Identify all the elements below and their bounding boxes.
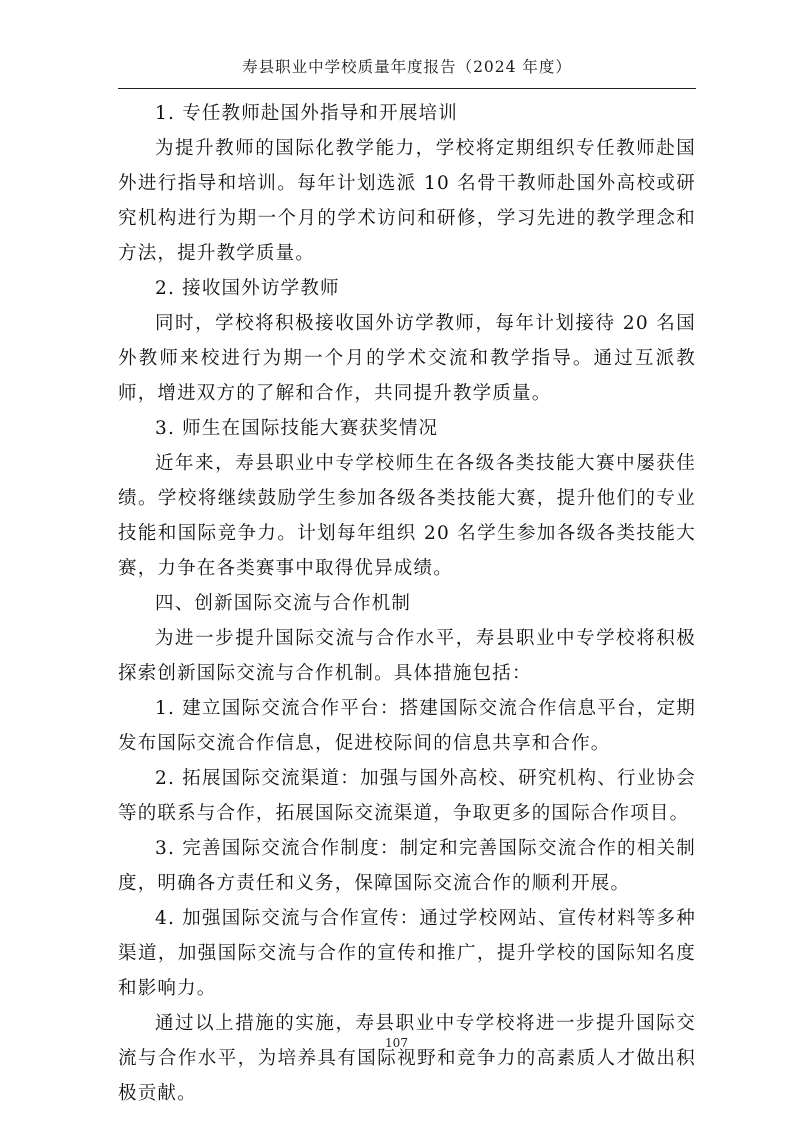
- section-heading-innovation: 四、创新国际交流与合作机制: [155, 593, 412, 614]
- paragraph-innovation-intro: 为进一步提升国际交流与合作水平，寿县职业中专学校将积极探索创新国际交流与合作机制。具体措施包括：: [118, 628, 696, 684]
- subheading-skills-competition: 3. 师生在国际技能大赛获奖情况: [155, 418, 439, 439]
- list-item-system: 3. 完善国际交流合作制度：制定和完善国际交流合作的相关制度，明确各方责任和义务，保障国际交流合作的顺利开展。: [118, 838, 696, 894]
- subheading-teachers-abroad: 1. 专任教师赴国外指导和开展培训: [155, 103, 458, 124]
- paragraph-visiting-teachers: 同时，学校将积极接收国外访学教师，每年计划接待 20 名国外教师来校进行为期一个月的学术交流和教学指导。通过互派教师，增进双方的了解和合作，共同提升教学质量。: [118, 313, 696, 404]
- document-body: [118, 96, 696, 1111]
- paragraph-skills-competition: 近年来，寿县职业中专学校师生在各级各类技能大赛中屡获佳绩。学校将继续鼓励学生参加各级各类技能大赛，提升他们的专业技能和国际竞争力。计划每年组织 20 名学生参加各级各类技能大赛，力争在各类赛事中取得优异成绩。: [118, 453, 696, 579]
- page-header: 寿县职业中学校质量年度报告（2024 年度）: [242, 58, 572, 76]
- paragraph-teachers-abroad: 为提升教师的国际化教学能力，学校将定期组织专任教师赴国外进行指导和培训。每年计划选派 10 名骨干教师赴国外高校或研究机构进行为期一个月的学术访问和研修，学习先进的教学理念和方法，提升教学质量。: [118, 138, 696, 264]
- subheading-visiting-teachers: 2. 接收国外访学教师: [155, 278, 340, 299]
- list-item-channels: 2. 拓展国际交流渠道：加强与国外高校、研究机构、行业协会等的联系与合作，拓展国际交流渠道，争取更多的国际合作项目。: [118, 768, 696, 824]
- list-item-platform: 1. 建立国际交流合作平台：搭建国际交流合作信息平台，定期发布国际交流合作信息，促进校际间的信息共享和合作。: [118, 698, 696, 754]
- header-divider: [118, 88, 696, 89]
- page-number: 107: [385, 1036, 408, 1050]
- list-item-publicity: 4. 加强国际交流与合作宣传：通过学校网站、宣传材料等多种渠道，加强国际交流与合作的宣传和推广，提升学校的国际知名度和影响力。: [118, 908, 696, 999]
- paragraph-conclusion: 通过以上措施的实施，寿县职业中专学校将进一步提升国际交流与合作水平，为培养具有国际视野和竞争力的高素质人才做出积极贡献。: [118, 1013, 696, 1104]
